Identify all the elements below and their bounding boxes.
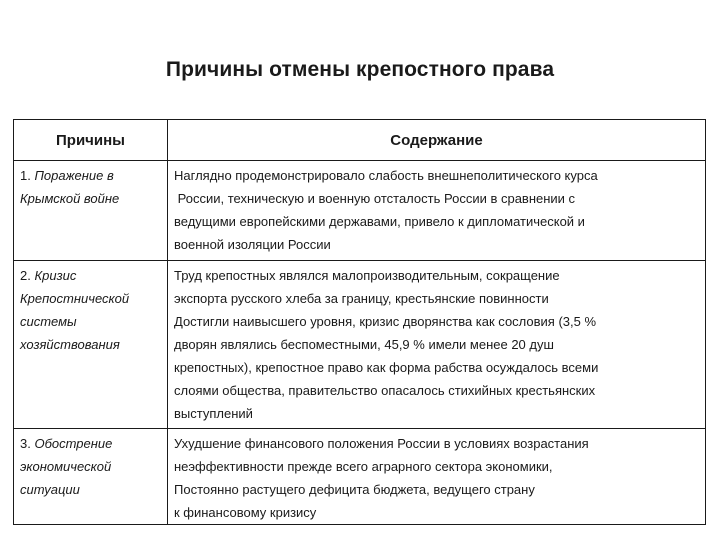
table-row (14, 261, 706, 429)
content-line: России, техническую и военную отсталость России в сравнении с (174, 191, 576, 206)
content-line: Ухудшение финансового положения России в условиях возрастания (174, 436, 589, 451)
content-line: крепостных), крепостное право как форма рабства осуждалось всеми (174, 360, 599, 375)
cause-cell (14, 429, 168, 525)
page-title: Причины отмены крепостного права (165, 58, 555, 81)
cause-cell (14, 161, 168, 261)
content-line: дворян являлись беспоместными, 45,9 % имели менее 20 душ (174, 337, 554, 352)
table-row (14, 429, 706, 525)
content-line: неэффективности прежде всего аграрного сектора экономики, (174, 459, 553, 474)
content-line: выступлений (174, 406, 253, 421)
cause-number: 1. (20, 168, 31, 183)
content-line: Труд крепостных являлся малопроизводительным, сокращение (174, 268, 560, 283)
cause-name: Обострение экономической ситуации (20, 436, 113, 497)
cause-cell (14, 261, 168, 429)
content-line: ведущими европейскими державами, привело к дипломатической и (174, 214, 585, 229)
header-content: Содержание (168, 120, 706, 161)
content-line: к финансовому кризису (174, 505, 317, 520)
table-row (14, 161, 706, 261)
content-line: слоями общества, правительство опасалось стихийных крестьянских (174, 383, 596, 398)
causes-table (13, 119, 706, 525)
table-header-row (14, 120, 706, 161)
cause-number: 3. (20, 436, 31, 451)
cause-name: Кризис Крепостнической системы хозяйствования (20, 268, 130, 352)
cause-number: 2. (20, 268, 31, 283)
content-line: Постоянно растущего дефицита бюджета, ведущего страну (174, 482, 535, 497)
content-cell (168, 261, 706, 429)
header-causes: Причины (14, 120, 168, 161)
content-cell (168, 161, 706, 261)
content-line: Достигли наивысшего уровня, кризис дворянства как сословия (3,5 % (174, 314, 597, 329)
content-line: Наглядно продемонстрировало слабость внешнеполитического курса (174, 168, 598, 183)
content-line: военной изоляции России (174, 237, 331, 252)
content-cell (168, 429, 706, 525)
cause-name: Поражение в Крымской войне (20, 168, 120, 206)
content-line: экспорта русского хлеба за границу, крестьянские повинности (174, 291, 549, 306)
